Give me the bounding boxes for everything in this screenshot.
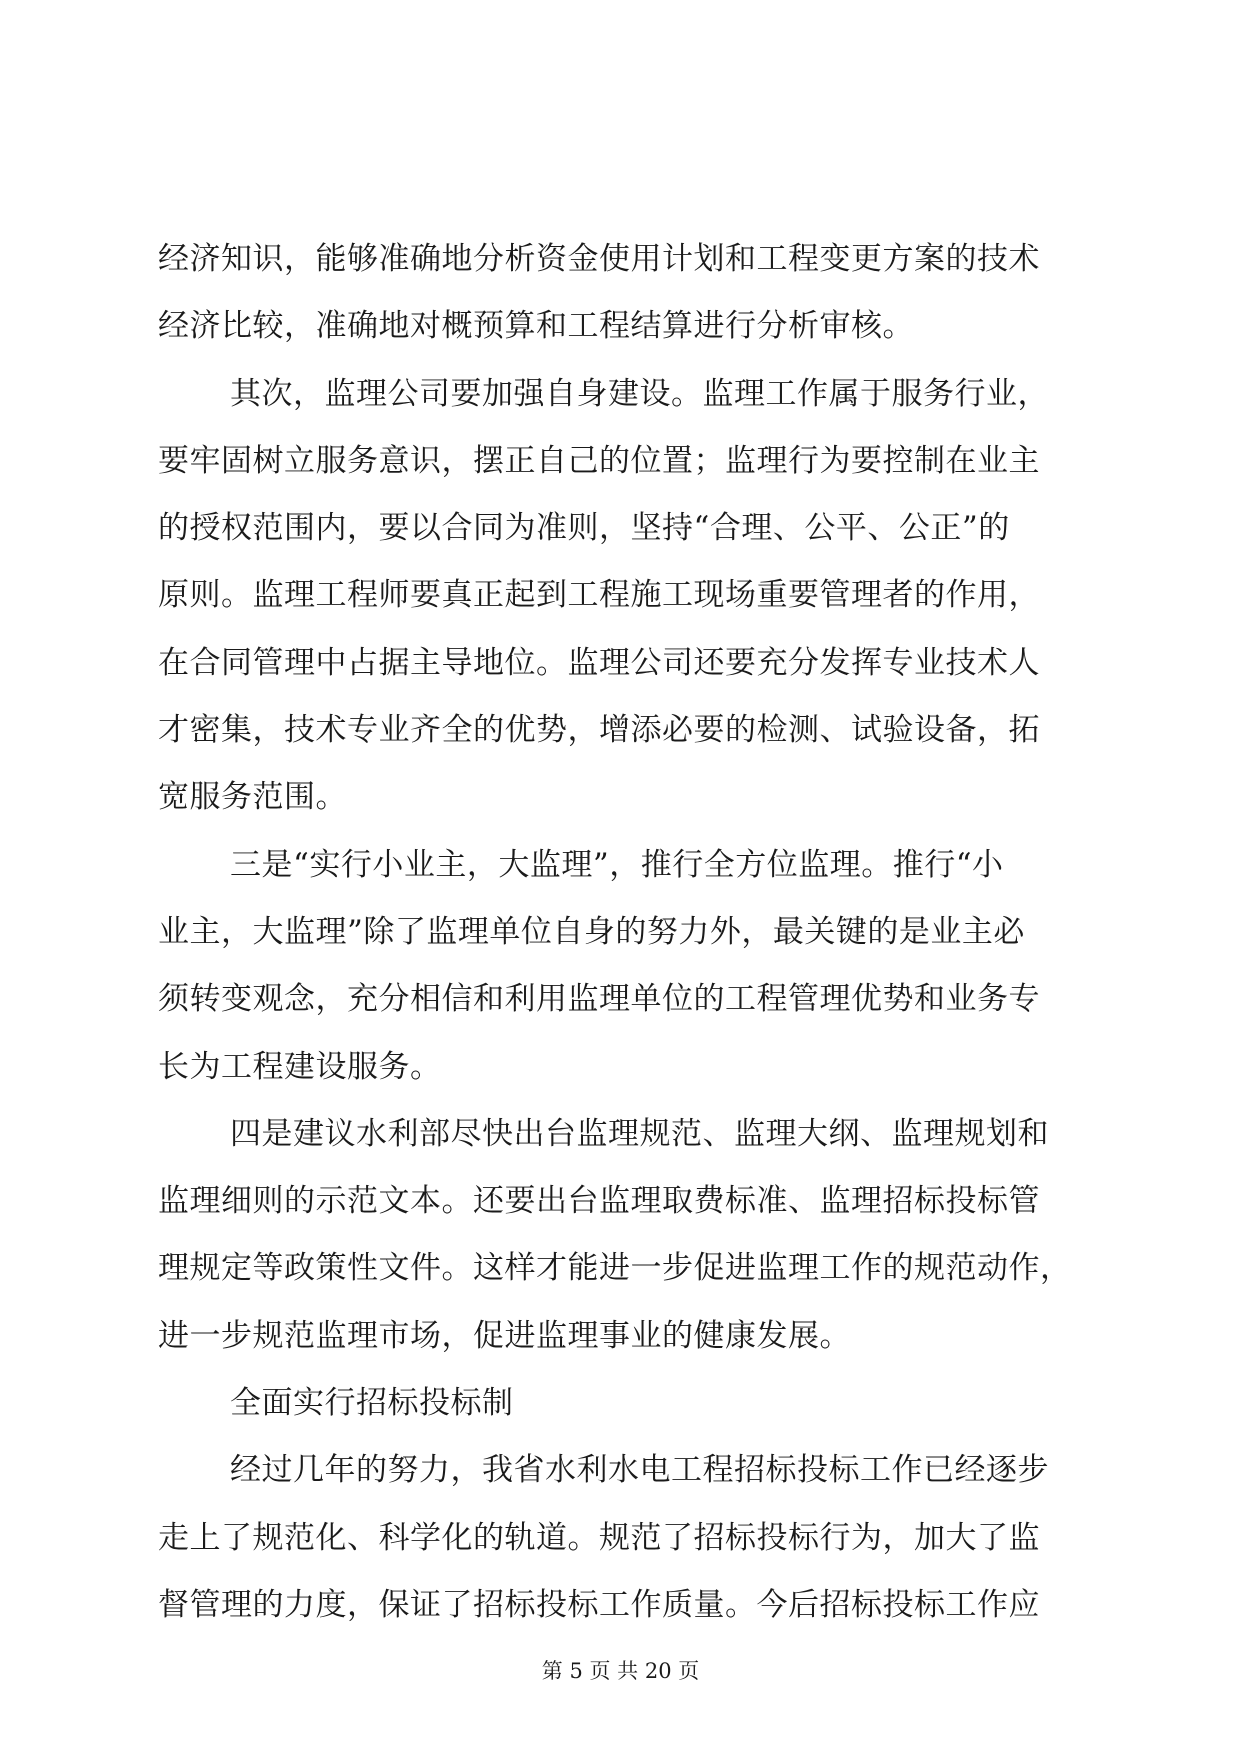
text-line: 进一步规范监理市场，促进监理事业的健康发展。 <box>158 1317 851 1354</box>
text-line: 原则。监理工程师要真正起到工程施工现场重要管理者的作用， <box>158 577 1040 614</box>
text-line: 业主，大监理”除了监理单位自身的努力外，最关键的是业主必 <box>158 913 1025 950</box>
text-line: 走上了规范化、科学化的轨道。规范了招标投标行为，加大了监 <box>158 1519 1040 1556</box>
paragraph-first-line: 其次，监理公司要加强自身建设。监理工作属于服务行业， <box>230 375 1049 412</box>
section-heading: 全面实行招标投标制 <box>230 1385 514 1422</box>
document-body <box>158 226 1088 1639</box>
paragraph-first-line: 经过几年的努力，我省水利水电工程招标投标工作已经逐步 <box>230 1452 1049 1489</box>
text-line: 才密集，技术专业齐全的优势，增添必要的检测、试验设备，拓 <box>158 712 1040 749</box>
text-line: 须转变观念，充分相信和利用监理单位的工程管理优势和业务专 <box>158 981 1040 1018</box>
paragraph-first-line: 四是建议水利部尽快出台监理规范、监理大纲、监理规划和 <box>230 1115 1049 1152</box>
text-line: 督管理的力度，保证了招标投标工作质量。今后招标投标工作应 <box>158 1586 1040 1623</box>
text-line: 经济知识，能够准确地分析资金使用计划和工程变更方案的技术 <box>158 241 1040 277</box>
text-line: 宽服务范围。 <box>158 779 347 816</box>
paragraph-first-line: 三是“实行小业主，大监理”，推行全方位监理。推行“小 <box>230 846 1004 883</box>
page-number: 第 5 页 共 20 页 <box>541 1659 700 1683</box>
text-line: 理规定等政策性文件。这样才能进一步促进监理工作的规范动作， <box>158 1250 1072 1287</box>
text-line: 经济比较，准确地对概预算和工程结算进行分析审核。 <box>158 308 914 345</box>
text-line: 的授权范围内，要以合同为准则，坚持“合理、公平、公正”的 <box>158 510 1010 547</box>
text-line: 监理细则的示范文本。还要出台监理取费标准、监理招标投标管 <box>158 1183 1040 1220</box>
text-line: 在合同管理中占据主导地位。监理公司还要充分发挥专业技术人 <box>158 644 1040 681</box>
text-line: 长为工程建设服务。 <box>158 1048 442 1085</box>
text-line: 要牢固树立服务意识，摆正自己的位置；监理行为要控制在业主 <box>158 442 1040 479</box>
